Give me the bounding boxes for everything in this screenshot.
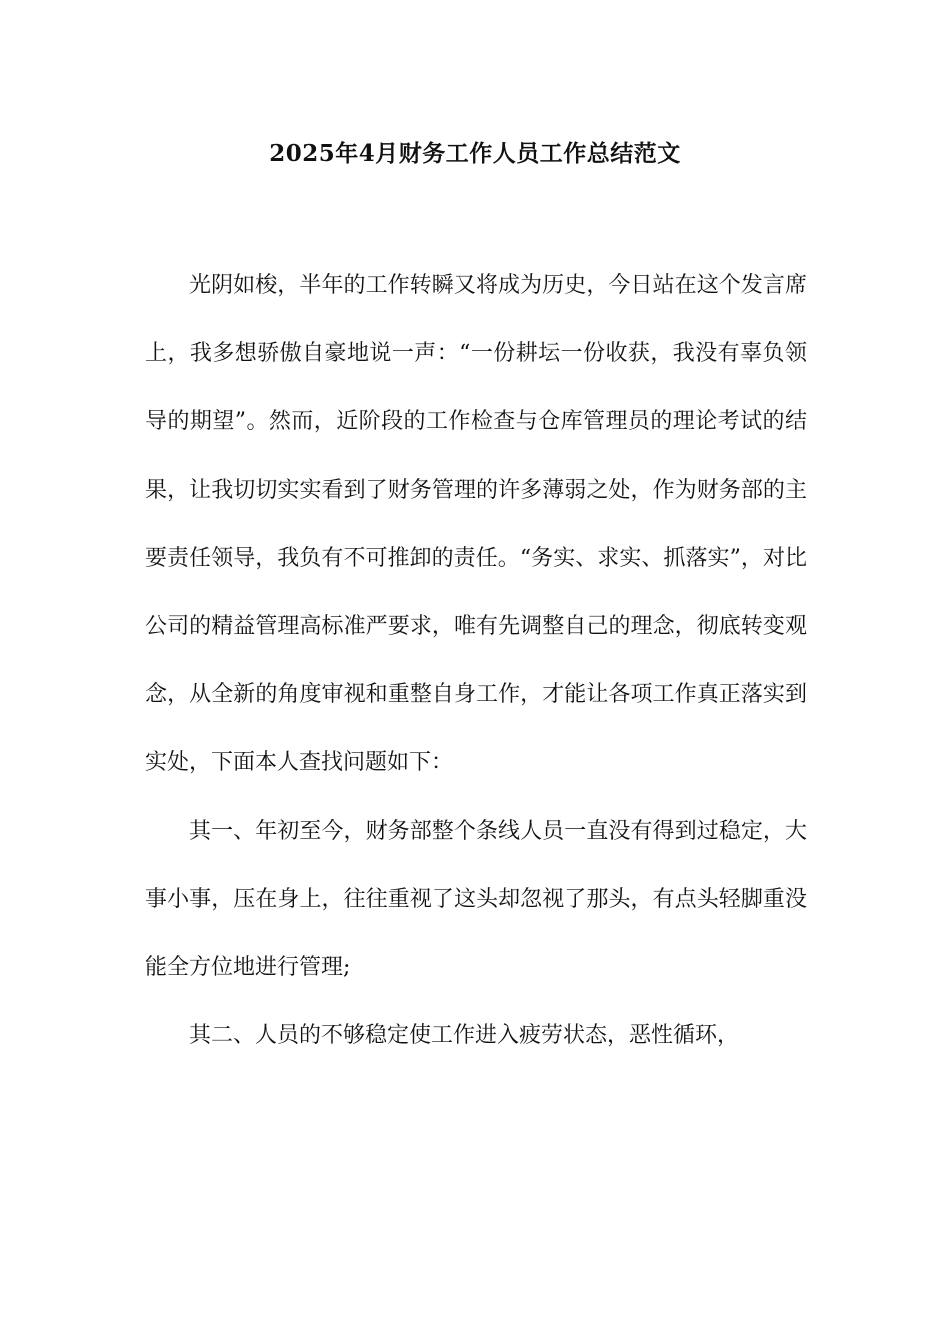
paragraph-intro: 光阴如梭，半年的工作转瞬又将成为历史，今日站在这个发言席上，我多想骄傲自豪地说一声：“一份耕坛一份收获，我没有辜负领导的期望”。然而，近阶段的工作检查与仓库管理员的理论考试的结果，让我切切实实看到了财务管理的许多薄弱之处，作为财务部的主要责任领导，我负有不可推卸的责任。“务实、求实、抓落实”，对比公司的精益管理高标准严要求，唯有先调整自己的理念，彻底转变观念，从全新的角度审视和重整自身工作，才能让各项工作真正落实到实处，下面本人查找问题如下：	[145, 273, 807, 776]
paragraph-issue-one: 其一、年初至今，财务部整个条线人员一直没有得到过稳定，大事小事，压在身上，往往重视了这头却忽视了那头，有点头轻脚重没能全方位地进行管理;	[145, 818, 807, 981]
paragraph-issue-two: 其二、人员的不够稳定使工作进入疲劳状态，恶性循环，	[189, 1023, 740, 1049]
document-body	[145, 252, 807, 1070]
document-title: 2025年4月财务工作人员工作总结范文	[269, 140, 681, 167]
